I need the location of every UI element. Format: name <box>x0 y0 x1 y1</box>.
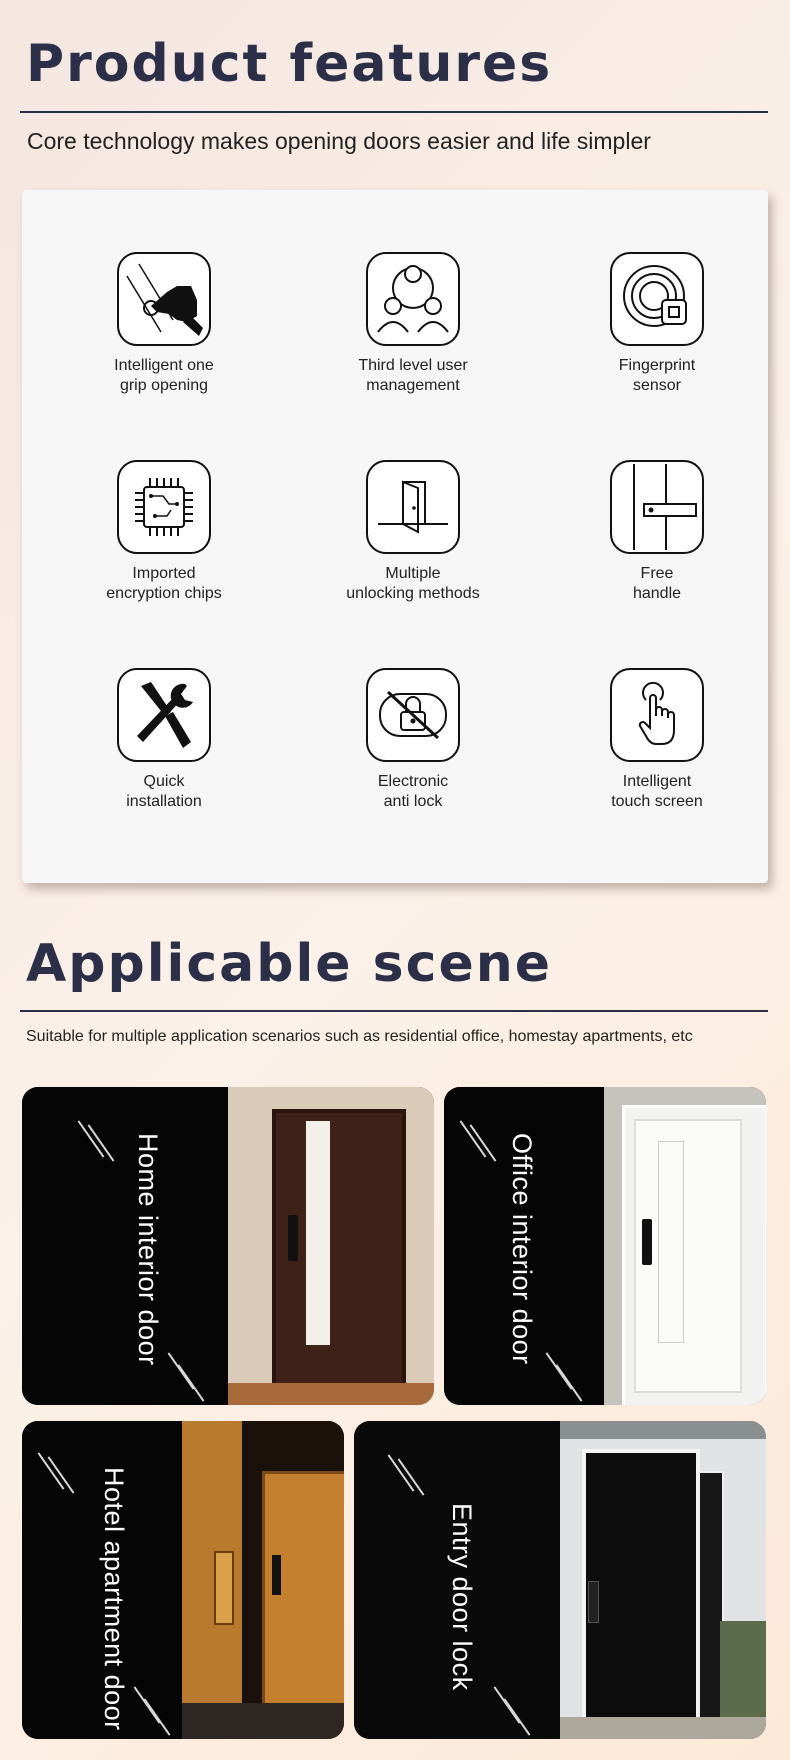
users-hierarchy-icon <box>366 252 460 346</box>
handle-icon <box>610 460 704 554</box>
feature-item <box>562 252 752 396</box>
hand-grip-icon <box>117 252 211 346</box>
feature-item <box>69 460 259 604</box>
feature-label: Intelligent one grip opening <box>114 357 214 394</box>
tools-icon <box>117 668 211 762</box>
feature-item <box>318 252 508 396</box>
scene-subtitle: Suitable for multiple application scenarios such as residential office, homestay apartments, etc <box>26 1028 693 1045</box>
door-photo <box>228 1087 434 1405</box>
feature-label: Electronic anti lock <box>377 773 449 810</box>
feature-label: Quick installation <box>126 773 202 810</box>
feature-item <box>562 460 752 604</box>
features-card <box>22 190 768 883</box>
feature-item <box>562 668 752 812</box>
scene-divider <box>20 1010 768 1012</box>
feature-item <box>318 668 508 812</box>
feature-item <box>69 668 259 812</box>
scene-card-home <box>22 1087 434 1405</box>
feature-label: Multiple unlocking methods <box>346 565 480 602</box>
scene-card-entry <box>354 1421 766 1739</box>
scene-label: Entry door lock <box>447 1503 477 1691</box>
door-photo <box>182 1421 344 1739</box>
chip-icon <box>117 460 211 554</box>
scene-label: Office interior door <box>507 1133 537 1365</box>
feature-label: Third level user management <box>358 357 468 394</box>
door-icon <box>366 460 460 554</box>
features-title: Product features <box>26 34 553 94</box>
anti-lock-icon <box>366 668 460 762</box>
feature-label: Intelligent touch screen <box>611 773 703 810</box>
feature-label: Free handle <box>632 565 682 602</box>
scene-card-office <box>444 1087 766 1405</box>
scene-label: Home interior door <box>133 1133 163 1366</box>
door-photo <box>604 1087 766 1405</box>
scene-label: Hotel apartment door <box>99 1467 129 1731</box>
feature-item <box>318 460 508 604</box>
scene-title: Applicable scene <box>26 934 552 994</box>
touch-icon <box>610 668 704 762</box>
features-subtitle: Core technology makes opening doors easier and life simpler <box>27 128 651 154</box>
features-divider <box>20 111 768 113</box>
scene-card-hotel <box>22 1421 344 1739</box>
scene-overlay <box>22 1087 228 1405</box>
door-photo <box>560 1421 766 1739</box>
feature-label: Imported encryption chips <box>106 565 222 602</box>
feature-item <box>69 252 259 396</box>
fingerprint-icon <box>610 252 704 346</box>
feature-label: Fingerprint sensor <box>618 357 696 394</box>
